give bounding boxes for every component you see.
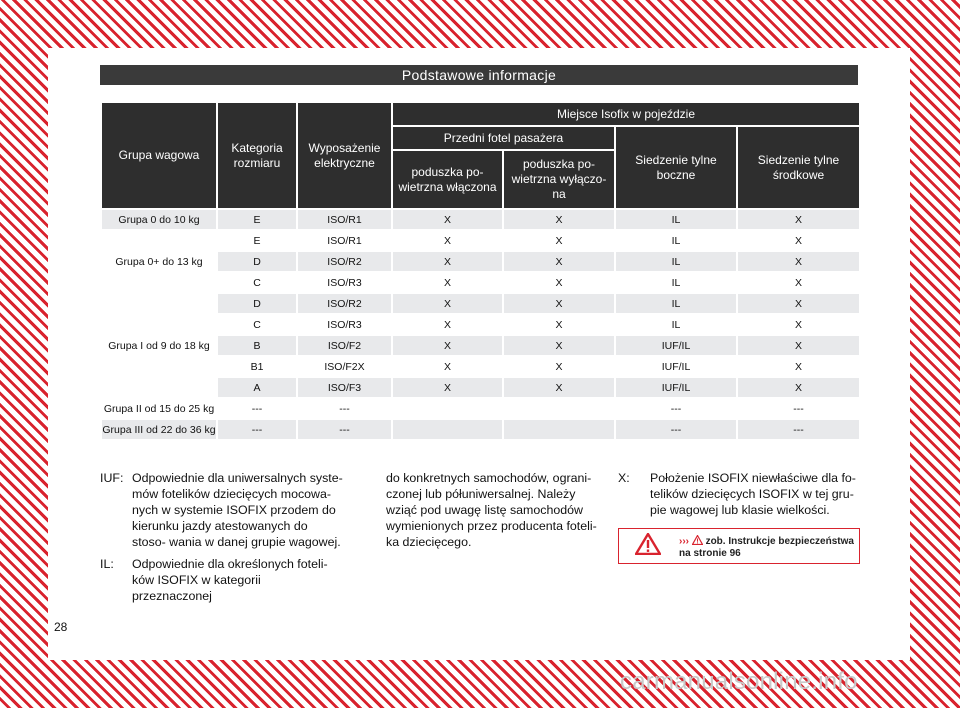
cell: --- [737,419,860,440]
cell: X [392,209,503,230]
cell: X [737,209,860,230]
cell: --- [297,398,392,419]
cell: ISO/R2 [297,251,392,272]
cell: X [737,293,860,314]
watermark: carmanualsonline.info [620,668,858,695]
header-airbag-off: poduszka po- wietrzna wyłączo- na [503,150,615,209]
cell: --- [615,398,737,419]
table-row [101,209,860,230]
cell: X [503,377,615,398]
isofix-table [100,101,861,441]
cell: X [737,230,860,251]
cell: X [392,293,503,314]
notes-column-2 [386,470,606,550]
cell: ISO/F3 [297,377,392,398]
cell: X [503,314,615,335]
group-cell: Grupa III od 22 do 36 kg [101,419,217,440]
safety-warning-box [618,528,860,564]
header-isofix-location: Miejsce Isofix w pojeździe [392,102,860,126]
cell: IL [615,230,737,251]
note-il [100,556,343,604]
cell: IUF/IL [615,335,737,356]
cell [392,398,503,419]
notes-column-1 [100,470,343,604]
table-row [101,230,860,251]
cell: IL [615,293,737,314]
note-text: Odpowiednie dla uniwersalnych syste- mów fotelików dziecięcych mocowa- nych w systemie ISOFIX przodem do kierunku jazdy atestowanych do stoso- wania w danej grupie wagowej. [132,471,343,549]
header-rear-side: Siedzenie tylne boczne [615,126,737,209]
cell: ISO/R3 [297,272,392,293]
cell: IL [615,251,737,272]
cell: A [217,377,297,398]
cell: X [503,230,615,251]
cell: X [392,377,503,398]
notes-column-3 [618,470,860,518]
cell: X [392,314,503,335]
cell: IUF/IL [615,377,737,398]
group-cell: Grupa 0 do 10 kg [101,209,217,230]
note-text: Położenie ISOFIX niewłaściwe dla fo- telików dziecięcych ISOFIX w tej gru- pie wagowej lub klasie wielkości. [650,471,856,517]
cell: E [217,230,297,251]
note-key: X: [618,471,630,485]
cell: X [392,356,503,377]
cell: X [392,272,503,293]
note-key: IL: [100,557,114,571]
cell: IL [615,314,737,335]
cell: X [503,251,615,272]
page-number: 28 [54,620,68,634]
cell: X [737,272,860,293]
cell: --- [217,398,297,419]
cell: IL [615,209,737,230]
cell: X [737,356,860,377]
cell: X [503,209,615,230]
cell [503,398,615,419]
cell: X [737,377,860,398]
note-text: do konkretnych samochodów, ograni- czonej lub półuniwersalnej. Należy wziąć pod uwagę listę samochodów wymienionych przez producenta foteli- ka dziecięcego. [386,471,597,549]
header-front-passenger: Przedni fotel pasażera [392,126,615,150]
warning-link[interactable] [679,535,854,560]
header-weight-group: Grupa wagowa [101,102,217,209]
cell: ISO/R3 [297,314,392,335]
warning-line-1: zob. Instrukcje bezpieczeństwa [705,536,854,547]
group-cell: Grupa I od 9 do 18 kg [101,293,217,398]
warning-triangle-icon [635,533,661,555]
cell: C [217,272,297,293]
cell: --- [615,419,737,440]
cell: C [217,314,297,335]
arrows-icon: ››› [679,536,689,547]
cell: --- [217,419,297,440]
cell: IUF/IL [615,356,737,377]
cell: X [737,335,860,356]
cell [392,419,503,440]
cell: B [217,335,297,356]
small-warning-icon [692,535,703,545]
table-row [101,293,860,314]
note-x [618,470,860,518]
cell: ISO/R1 [297,209,392,230]
cell: IL [615,272,737,293]
header-rear-center: Siedzenie tylne środkowe [737,126,860,209]
table-row [101,419,860,440]
cell: ISO/F2X [297,356,392,377]
note-text: Odpowiednie dla określonych foteli- ków ISOFIX w kategorii przeznaczonej [132,557,328,603]
header-fixture: Wyposażenie elektryczne [297,102,392,209]
header-airbag-on: poduszka po- wietrzna włączona [392,150,503,209]
section-title: Podstawowe informacje [100,65,858,85]
cell: B1 [217,356,297,377]
cell: X [503,335,615,356]
note-iuf [100,470,343,550]
cell: D [217,251,297,272]
cell: X [392,230,503,251]
cell: ISO/R1 [297,230,392,251]
cell: X [737,314,860,335]
cell: --- [737,398,860,419]
cell: X [392,335,503,356]
header-size-category: Kategoria rozmiaru [217,102,297,209]
cell: X [737,251,860,272]
warning-line-2: na stronie 96 [679,548,741,559]
cell: X [503,293,615,314]
group-cell: Grupa 0+ do 13 kg [101,230,217,293]
cell: X [503,272,615,293]
cell [503,419,615,440]
table-row [101,398,860,419]
manual-page [48,48,910,660]
cell: D [217,293,297,314]
cell: --- [297,419,392,440]
cell: ISO/R2 [297,293,392,314]
note-key: IUF: [100,471,124,485]
cell: E [217,209,297,230]
cell: X [503,356,615,377]
cell: ISO/F2 [297,335,392,356]
group-cell: Grupa II od 15 do 25 kg [101,398,217,419]
cell: X [392,251,503,272]
